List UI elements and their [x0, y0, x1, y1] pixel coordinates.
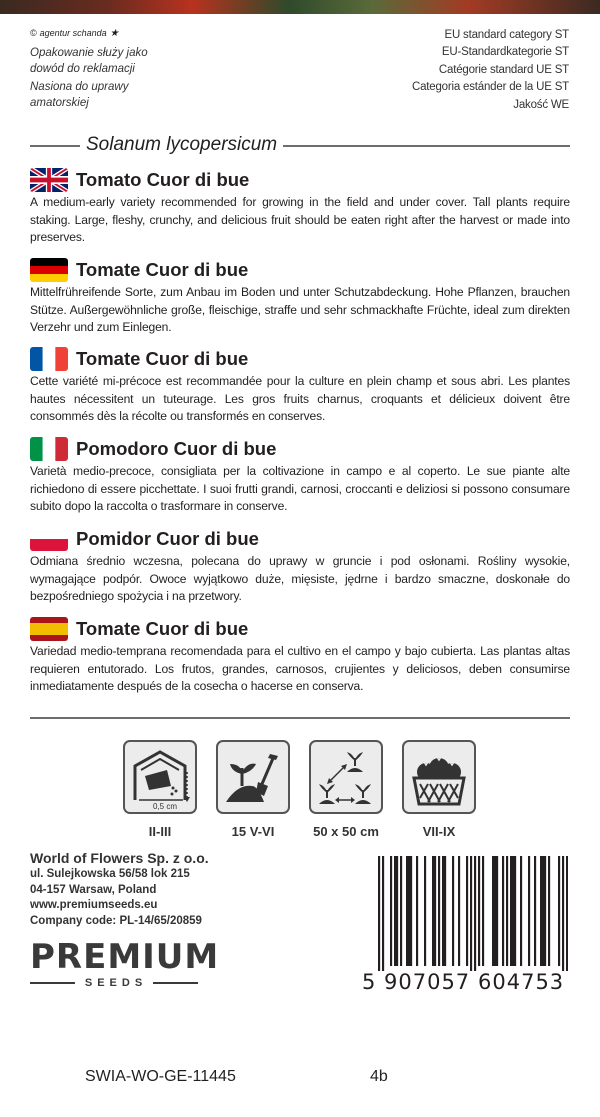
- barcode-bar: [534, 856, 536, 966]
- section-description: Cette variété mi-précoce est recommandée pour la culture en plein champ et sous abri. Les plantes hautes nécessitent un tuteurage. Les gros fruits charnus, croquants et délicieux doivent être consommés dès la récolte ou transformés en conserves.: [30, 374, 570, 424]
- eu-category-en: EU standard category ST: [444, 29, 569, 41]
- italy-flag-icon: [30, 437, 68, 461]
- complaint-note: [30, 45, 230, 77]
- eu-category-pl: Jakość WE: [513, 98, 569, 111]
- amateur-note: [30, 79, 230, 111]
- barcode-bar: [474, 856, 476, 971]
- barcode-bar: [494, 856, 496, 966]
- section-german: [30, 257, 570, 337]
- amateur-note-line: amatorskiej: [30, 97, 89, 109]
- eu-category-fr: Catégorie standard UE ST: [438, 63, 569, 76]
- brand-logo-seeds-row: [30, 976, 198, 990]
- barcode-bar: [408, 856, 410, 966]
- barcode-bar: [502, 856, 504, 966]
- barcode-bar: [390, 856, 392, 966]
- barcode-bar: [492, 856, 494, 966]
- barcode-bar: [416, 856, 418, 966]
- section-french: [30, 346, 570, 426]
- barcode-bar: [458, 856, 460, 966]
- section-english: [30, 167, 570, 247]
- brand-logo-premium: PREMIUM: [30, 937, 220, 977]
- section-title: Tomate Cuor di bue: [76, 259, 249, 280]
- section-polish: [30, 526, 570, 606]
- company-address-street: ul. Sulejkowska 56/58 lok 215: [30, 868, 190, 880]
- species-name: Solanum lycopersicum: [80, 133, 283, 157]
- barcode-bar: [562, 856, 564, 971]
- product-code: SWIA-WO-GE-11445: [85, 1068, 236, 1085]
- barcode-bar: [470, 856, 472, 971]
- section-description: Odmiana średnio wczesna, polecana do uprawy w gruncie i pod osłonami. Rośliny wysokie, wymagające podpór. Owoce wyjątkowo duże, mięsiste, jędrne i bardzo smaczne, doskonałe do bezpośredniego spożycia i na przetwory.: [30, 554, 570, 604]
- barcode-bar: [442, 856, 444, 966]
- ean-left-group: 907057: [384, 970, 471, 994]
- barcode-bar: [466, 856, 468, 966]
- france-flag-icon: [30, 347, 68, 371]
- agency-credit: [30, 27, 230, 40]
- section-italian: [30, 436, 570, 516]
- barcode-bar: [558, 856, 560, 966]
- barcode-bar: [396, 856, 398, 966]
- barcode-bar: [510, 856, 512, 966]
- barcode-bar: [394, 856, 396, 966]
- germany-flag-icon: [30, 258, 68, 282]
- barcode-bar: [496, 856, 498, 966]
- company-address-city: 04-157 Warsaw, Poland: [30, 883, 157, 896]
- plant-spacing-caption: 50 x 50 cm: [313, 824, 379, 839]
- barcode-bar: [520, 856, 522, 966]
- complaint-note-line: dowód do reklamacji: [30, 63, 135, 75]
- section-title: Tomate Cuor di bue: [76, 618, 249, 639]
- company-website: www.premiumseeds.eu: [30, 899, 158, 911]
- transplanting-icon: [216, 740, 290, 814]
- barcode-bar: [438, 856, 440, 966]
- transplanting-period-caption: 15 V-VI: [231, 824, 275, 839]
- eu-category-de: EU-Standardkategorie ST: [441, 46, 569, 59]
- logo-dash-right: [153, 982, 198, 984]
- barcode-bar: [540, 856, 542, 966]
- barcode-icon: [378, 856, 568, 971]
- sowing-depth-label: 0,5 cm: [153, 802, 178, 811]
- barcode-bar: [548, 856, 550, 966]
- barcode-bar: [444, 856, 446, 966]
- sowing-under-cover-icon: [123, 740, 197, 814]
- harvest-basket-icon: [402, 740, 476, 814]
- agency-logo-icon: ★: [109, 28, 119, 39]
- ean-right-group: 604753: [478, 970, 565, 994]
- barcode-bar: [382, 856, 384, 971]
- barcode-bar: [406, 856, 408, 966]
- barcode-bar: [482, 856, 484, 966]
- company-info: [30, 850, 209, 929]
- brand-logo-seeds: SEEDS: [84, 977, 148, 989]
- barcode-bar: [512, 856, 514, 966]
- section-description: Varietà medio-precoce, consigliata per la coltivazione in campo e al coperto. Le sue piante alte richiedono di essere picchettate. I suoi frutti grandi, carnosi, croccanti e deliziosi si possono consumare subito dopo la raccolta o trasformare in conserve.: [30, 464, 570, 514]
- spain-flag-icon: [30, 617, 68, 641]
- barcode-bar: [378, 856, 380, 971]
- poland-flag-icon: [30, 527, 68, 551]
- section-spanish: [30, 616, 570, 696]
- barcode-bar: [514, 856, 516, 966]
- eu-category-es: Categoria estánder de la UE ST: [411, 81, 569, 94]
- complaint-note-line: Opakowanie służy jako: [30, 47, 148, 59]
- barcode-bar: [478, 856, 480, 966]
- barcode-bar: [452, 856, 454, 966]
- top-photo-strip: [0, 0, 600, 14]
- section-title: Pomidor Cuor di bue: [76, 528, 259, 549]
- sowing-period-caption: II-III: [148, 824, 172, 839]
- barcode-bar: [434, 856, 436, 966]
- section-description: A medium-early variety recommended for growing in the field and under cover. Tall plants require staking. Large, fleshy, crunchy, and delicious fruit should be eaten right after the harvest or made into preserves.: [30, 195, 570, 245]
- barcode-bar: [566, 856, 568, 971]
- barcode-bar: [544, 856, 546, 966]
- section-title: Tomato Cuor di bue: [76, 169, 250, 190]
- barcode-bar: [528, 856, 530, 966]
- harvest-period-caption: VII-IX: [422, 824, 456, 839]
- uk-flag-icon: [30, 168, 68, 192]
- ean-first-digit: 5: [362, 970, 376, 994]
- barcode-bar: [424, 856, 426, 966]
- section-description: Mittelfrühreifende Sorte, zum Anbau im Boden und unter Schutzabdeckung. Hohe Pflanzen, brauchen Stütze. Außergewöhnliche große, fleischige, straffe und sehr schmackhafte Früchte, ideal zum direkten Verzehr und zum Einlegen.: [30, 285, 570, 335]
- header-left: [30, 27, 230, 111]
- amateur-note-line: Nasiona do uprawy: [30, 81, 129, 93]
- agency-name: agentur schanda: [39, 28, 107, 38]
- eu-category-list: [412, 27, 569, 114]
- barcode-bar: [506, 856, 508, 966]
- section-title: Tomate Cuor di bue: [76, 348, 249, 369]
- print-version: 4b: [370, 1068, 388, 1085]
- section-title: Pomodoro Cuor di bue: [76, 438, 277, 459]
- divider-middle: [30, 717, 570, 719]
- barcode-bar: [400, 856, 402, 966]
- section-description: Variedad medio-temprana recomendada para el cultivo en el campo y bajo cubierta. Las plantas altas requieren entutorado. Los frutos, grandes, carnosos, crujientes y deliciosos, deben consumirse inmediatamente después de la cosecha o hacerse en conserva.: [30, 644, 570, 694]
- barcode-bar: [432, 856, 434, 966]
- barcode-bar: [410, 856, 412, 966]
- logo-dash-left: [30, 982, 75, 984]
- barcode-bar: [542, 856, 544, 966]
- company-name: World of Flowers Sp. z o.o.: [30, 850, 209, 866]
- copyright-symbol: ©: [30, 28, 37, 38]
- company-code: Company code: PL-14/65/20859: [30, 914, 202, 927]
- plant-spacing-icon: [309, 740, 383, 814]
